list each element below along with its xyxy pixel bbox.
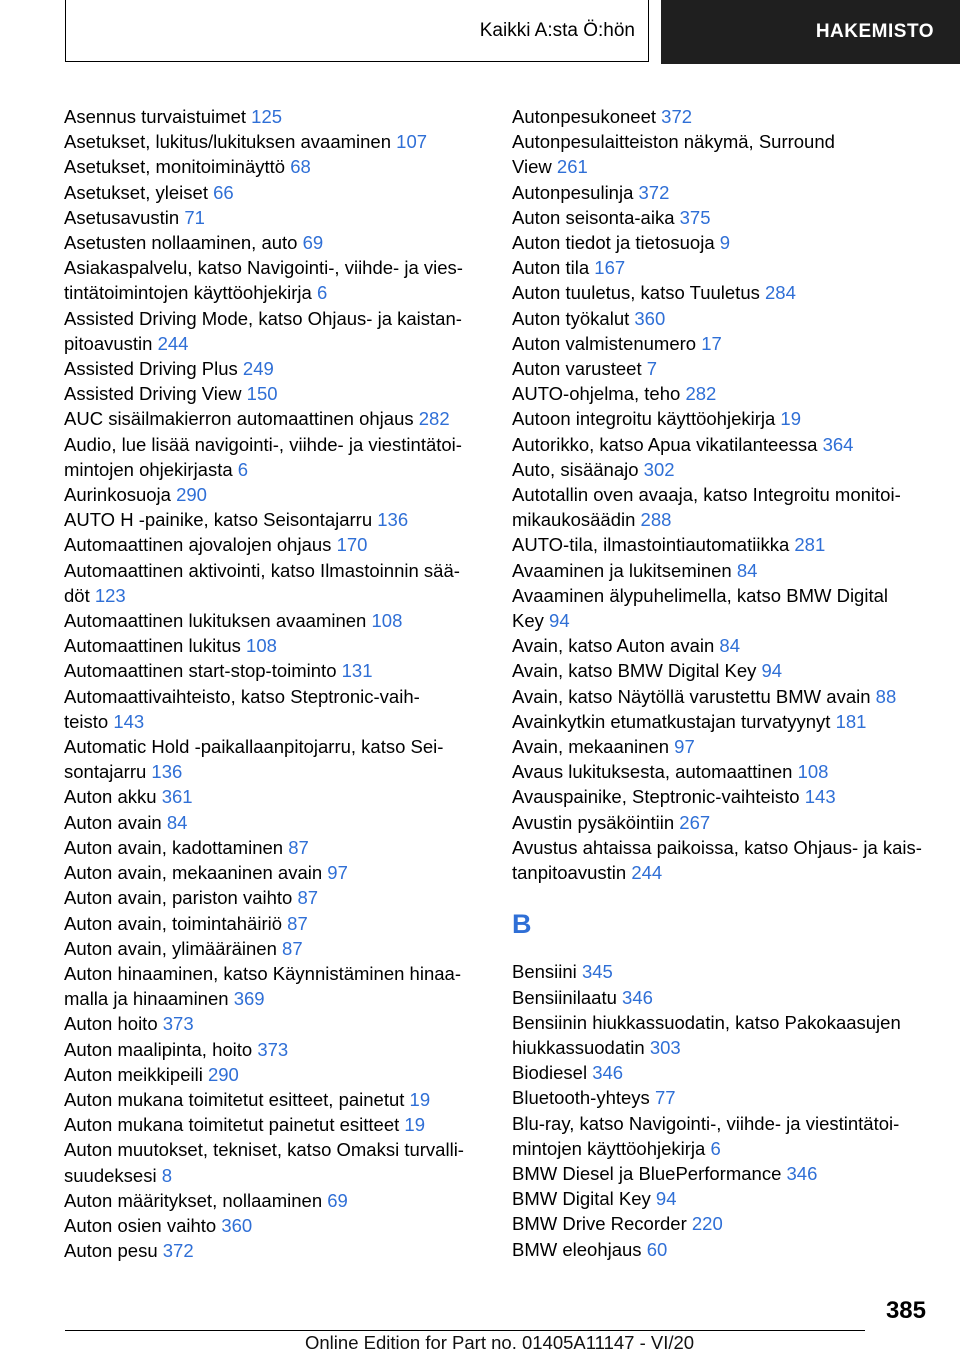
index-entry-text-continued: hiukkassuodatin — [512, 1036, 645, 1058]
index-group-a — [512, 104, 932, 885]
index-entry-text-continued: tintätoimintojen käyttöohjekirja — [64, 282, 312, 304]
index-column-right — [512, 104, 932, 1262]
index-entry-continuation — [512, 1136, 932, 1161]
index-entry-text: Auton avain, ylimääräinen — [64, 937, 277, 959]
index-entry — [64, 658, 484, 683]
index-entry-text: Auton maalipinta, hoito — [64, 1038, 253, 1060]
index-entry-text: Auton pesu — [64, 1240, 158, 1262]
page-reference-link[interactable]: 150 — [246, 383, 278, 405]
index-entry-text: Autorikko, katso Apua vikatilanteessa — [512, 433, 818, 455]
page-reference-link[interactable]: 7 — [646, 358, 658, 380]
index-entry-text: Automaattivaihteisto, katso Steptronic-vaih- — [64, 685, 420, 707]
page-reference-link[interactable]: 345 — [581, 961, 613, 983]
index-entry — [512, 331, 932, 356]
index-entry-text: Auton avain — [64, 811, 162, 833]
index-entry-text: AUTO H -painike, katso Seisontajarru — [64, 509, 373, 531]
index-entry-continuation — [64, 457, 484, 482]
page-reference-link[interactable]: 302 — [643, 458, 675, 480]
index-entry-text: Auton hinaaminen, katso Käynnistäminen hinaa- — [64, 962, 461, 984]
page-reference-link[interactable]: 290 — [176, 484, 207, 506]
page-reference-link[interactable]: 66 — [213, 181, 234, 203]
index-entry-text: Auton tila — [512, 257, 590, 279]
index-entry-text: Auton tiedot ja tietosuoja — [512, 232, 715, 254]
index-entry-text: Blu-ray, katso Navigointi-, viihde- ja viestintätoi- — [512, 1112, 900, 1134]
page-reference-link[interactable]: 282 — [418, 408, 450, 430]
index-entry — [512, 406, 932, 431]
index-entry — [512, 104, 932, 129]
page-reference-link[interactable]: 77 — [654, 1087, 676, 1109]
page-reference-link[interactable]: 94 — [549, 610, 570, 632]
section-letter-b: B — [512, 909, 532, 940]
index-entry-text: Autonpesukoneet — [512, 106, 657, 127]
index-entry — [64, 633, 484, 658]
index-entry — [512, 129, 932, 179]
index-entry-continuation — [64, 759, 484, 784]
index-entry — [512, 734, 932, 759]
index-entry — [512, 1010, 932, 1060]
index-entry — [64, 558, 484, 608]
index-entry-text: Auton valmistenumero — [512, 332, 697, 354]
page-reference-link[interactable]: 108 — [797, 761, 829, 783]
index-entry-text: Biodiesel — [512, 1062, 588, 1084]
page-reference-link[interactable]: 131 — [341, 660, 373, 682]
page-reference-link[interactable]: 373 — [257, 1038, 289, 1060]
page-reference-link[interactable]: 108 — [371, 610, 403, 632]
index-entry-text: Auton avain, toimintahäiriö — [64, 912, 283, 934]
index-entry-text-continued: Key — [512, 610, 544, 632]
index-entry — [64, 1011, 484, 1036]
page-reference-link[interactable]: 87 — [282, 937, 303, 959]
index-entry-text: Auton akku — [64, 786, 157, 808]
index-column-left — [64, 104, 484, 1263]
index-entry-text: Automaattinen aktivointi, katso Ilmastoinnin sää- — [64, 559, 460, 581]
index-entry-text: Auton osien vaihto — [64, 1214, 217, 1236]
index-entry-continuation — [64, 331, 484, 356]
index-entry — [512, 205, 932, 230]
index-entry — [64, 911, 484, 936]
index-entry — [64, 507, 484, 532]
index-entry — [64, 1112, 484, 1137]
page-reference-link[interactable]: 60 — [646, 1238, 668, 1260]
index-entry — [64, 205, 484, 230]
page-reference-link[interactable]: 88 — [875, 685, 897, 707]
index-entry-text: Asennus turvaistuimet — [64, 106, 247, 127]
page-reference-link[interactable]: 6 — [237, 458, 249, 480]
index-entry-text: Audio, lue lisää navigointi-, viihde- ja viestintätoi- — [64, 433, 462, 455]
index-entry-text-continued: malla ja hinaaminen — [64, 988, 229, 1010]
index-entry-text: Auton avain, pariston vaihto — [64, 887, 293, 909]
index-entry-text: Auton avain, kadottaminen — [64, 836, 284, 858]
index-entry — [64, 104, 484, 129]
index-entry-text: Autonpesulinja — [512, 181, 634, 203]
index-entry-text-continued: döt — [64, 584, 90, 606]
index-entry-continuation — [512, 608, 932, 633]
page-reference-link[interactable]: 94 — [655, 1188, 677, 1210]
index-entry-text: Avain, mekaaninen — [512, 736, 670, 758]
index-entry-text: Bensiinilaatu — [512, 986, 617, 1008]
page-reference-link[interactable]: 170 — [336, 534, 368, 556]
page-header — [65, 0, 960, 64]
index-entry-text: Avaus lukituksesta, automaattinen — [512, 761, 793, 783]
page-reference-link[interactable]: 123 — [94, 584, 126, 606]
page-reference-link[interactable]: 9 — [719, 232, 731, 254]
page-reference-link[interactable]: 282 — [685, 383, 717, 405]
page-reference-link[interactable]: 364 — [822, 433, 854, 455]
index-entry — [64, 936, 484, 961]
index-entry — [512, 230, 932, 255]
page-reference-link[interactable]: 87 — [297, 887, 319, 909]
page-reference-link[interactable]: 290 — [207, 1063, 239, 1085]
page-reference-link[interactable]: 346 — [592, 1062, 624, 1084]
index-entry — [64, 1087, 484, 1112]
index-entry-text-continued: mintojen käyttöohjekirja — [512, 1137, 706, 1159]
index-entry-text: Bensiini — [512, 961, 577, 983]
index-entry-text: Automaattinen start-stop-toiminto — [64, 660, 337, 682]
index-entry — [64, 180, 484, 205]
index-entry-text: BMW eleohjaus — [512, 1238, 642, 1260]
index-entry — [64, 684, 484, 734]
page-reference-link[interactable]: 244 — [157, 332, 189, 354]
index-entry-continuation — [64, 583, 484, 608]
index-entry-text: Auton varusteet — [512, 358, 642, 380]
page-reference-link[interactable]: 244 — [631, 862, 663, 884]
index-entry — [64, 1137, 484, 1187]
index-entry — [512, 959, 932, 984]
index-entry-text: Auton meikkipeili — [64, 1063, 203, 1085]
index-entry-text: Asetusten nollaaminen, auto — [64, 232, 298, 254]
page-reference-link[interactable]: 94 — [761, 660, 783, 682]
page-reference-link[interactable]: 372 — [162, 1240, 194, 1262]
page-reference-link[interactable]: 249 — [242, 358, 274, 380]
index-entry — [512, 280, 932, 305]
page-reference-link[interactable]: 136 — [151, 761, 183, 783]
page-reference-link[interactable]: 143 — [113, 710, 145, 732]
index-entry — [512, 432, 932, 457]
index-entry-text: Asetusavustin — [64, 206, 180, 228]
index-entry — [64, 255, 484, 305]
footer-divider — [65, 1330, 865, 1331]
page-reference-link[interactable]: 136 — [377, 509, 409, 531]
index-entry-text: Auton työkalut — [512, 307, 630, 329]
index-entry-text: Asetukset, monitoiminäyttö — [64, 156, 286, 178]
index-entry — [64, 1037, 484, 1062]
index-entry — [512, 482, 932, 532]
index-entry — [64, 1062, 484, 1087]
page-reference-link[interactable]: 281 — [794, 534, 826, 556]
index-entry-continuation — [64, 280, 484, 305]
index-entry-text: Avaaminen ja lukitseminen — [512, 559, 732, 581]
index-entry — [512, 835, 932, 885]
page-reference-link[interactable]: 288 — [640, 509, 672, 531]
page-reference-link[interactable]: 373 — [162, 1013, 194, 1035]
index-entry-text-continued: tanpitoavustin — [512, 862, 627, 884]
page-reference-link[interactable]: 84 — [736, 559, 758, 581]
index-entry-text: Asetukset, lukitus/lukituksen avaaminen — [64, 131, 392, 153]
index-entry-text-continued: suudeksesi — [64, 1164, 157, 1186]
index-entry-text: Avustin pysäköintiin — [512, 811, 675, 833]
index-entry-text: Auton avain, mekaaninen avain — [64, 862, 323, 884]
index-entry-text: Autotallin oven avaaja, katso Integroitu monitoi- — [512, 484, 901, 506]
index-entry — [64, 1213, 484, 1238]
index-entry-text: Automaattinen lukituksen avaaminen — [64, 610, 367, 632]
index-entry — [512, 1085, 932, 1110]
index-entry-continuation — [512, 507, 932, 532]
page-reference-link[interactable]: 6 — [316, 282, 328, 304]
index-group-b — [512, 959, 932, 1261]
index-entry — [64, 356, 484, 381]
index-entry-text: Avain, katso BMW Digital Key — [512, 660, 757, 682]
page-reference-link[interactable]: 8 — [161, 1164, 172, 1186]
page-reference-link[interactable]: 346 — [786, 1162, 818, 1184]
index-entry — [512, 583, 932, 633]
index-entry — [512, 985, 932, 1010]
page-reference-link[interactable]: 69 — [327, 1189, 348, 1211]
index-entry-text: Auton mukana toimitetut painetut esitteet — [64, 1114, 400, 1136]
index-entry-text-continued: sontajarru — [64, 761, 147, 783]
index-entry — [512, 255, 932, 280]
index-entry-text: Auto, sisäänajo — [512, 458, 639, 480]
index-entry-text: Avauspainike, Steptronic-vaihteisto — [512, 786, 800, 808]
index-entry-text: Auton määritykset, nollaaminen — [64, 1189, 323, 1211]
index-entry — [512, 180, 932, 205]
index-entry-text: Auton hoito — [64, 1013, 158, 1035]
index-entry — [512, 810, 932, 835]
index-entry — [64, 154, 484, 179]
page-reference-link[interactable]: 107 — [396, 131, 428, 153]
index-entry — [512, 684, 932, 709]
index-entry — [512, 759, 932, 784]
index-entry — [64, 432, 484, 482]
index-entry-text: Bluetooth-yhteys — [512, 1087, 650, 1109]
index-entry — [512, 709, 932, 734]
index-entry-text: Asiakaspalvelu, katso Navigointi-, viihde- ja vies- — [64, 257, 463, 279]
index-entry-text: Auton mukana toimitetut esitteet, painetut — [64, 1088, 405, 1110]
index-entry — [64, 885, 484, 910]
page-reference-link[interactable]: 19 — [780, 408, 801, 430]
index-entry — [512, 784, 932, 809]
index-entry-continuation — [64, 986, 484, 1011]
index-entry — [64, 835, 484, 860]
footer-edition-text: Online Edition for Part no. 01405A11147 - VI/20 — [305, 1332, 695, 1353]
index-entry-text: Automatic Hold -paikallaanpitojarru, katso Sei- — [64, 736, 444, 758]
index-entry-text-continued: mikaukosäädin — [512, 509, 636, 531]
index-entry — [512, 1060, 932, 1085]
page-reference-link[interactable]: 369 — [233, 988, 265, 1010]
index-entry-text: Avaaminen älypuhelimella, katso BMW Digital — [512, 584, 888, 606]
page-reference-link[interactable]: 372 — [661, 106, 693, 127]
page-reference-link[interactable]: 261 — [556, 156, 588, 178]
index-entry-text: Avustus ahtaissa paikoissa, katso Ohjaus- ja kais- — [512, 836, 922, 858]
index-entry-text: Assisted Driving Plus — [64, 358, 238, 380]
page-reference-link[interactable]: 220 — [691, 1213, 723, 1235]
section-label: Kaikki A:sta Ö:hön — [479, 19, 635, 41]
index-entry — [512, 1111, 932, 1161]
index-entry — [64, 306, 484, 356]
index-entry — [512, 1186, 932, 1211]
page-reference-link[interactable]: 346 — [622, 986, 653, 1008]
index-entry — [64, 532, 484, 557]
index-entry-text: BMW Drive Recorder — [512, 1213, 687, 1235]
index-entry-continuation — [512, 860, 932, 885]
page-reference-link[interactable]: 143 — [804, 786, 836, 808]
index-entry — [64, 482, 484, 507]
index-entry-text-continued: teisto — [64, 710, 109, 732]
index-entry-text: Avainkytkin etumatkustajan turvatyynyt — [512, 710, 831, 732]
index-entry-text: Auton muutokset, tekniset, katso Omaksi turvalli- — [64, 1139, 464, 1161]
index-entry — [64, 961, 484, 1011]
page-reference-link[interactable]: 84 — [719, 635, 740, 657]
page-reference-link[interactable]: 97 — [327, 862, 348, 884]
index-entry-text: Autonpesulaitteiston näkymä, Surround — [512, 131, 835, 153]
page-reference-link[interactable]: 108 — [246, 635, 277, 657]
index-entry — [64, 1238, 484, 1263]
index-entry-text-continued: mintojen ohjekirjasta — [64, 458, 233, 480]
index-entry-text: Auton seisonta-aika — [512, 206, 675, 228]
page-reference-link[interactable]: 267 — [679, 811, 711, 833]
index-entry — [64, 860, 484, 885]
index-entry — [64, 381, 484, 406]
index-entry-continuation — [512, 154, 932, 179]
page-reference-link[interactable]: 361 — [161, 786, 193, 808]
index-entry-text: AUTO-tila, ilmastointiautomatiikka — [512, 534, 790, 556]
index-entry — [64, 1188, 484, 1213]
index-entry-text: BMW Digital Key — [512, 1188, 651, 1210]
page-reference-link[interactable]: 6 — [710, 1137, 721, 1159]
page-reference-link[interactable]: 372 — [638, 181, 670, 203]
page-reference-link[interactable]: 181 — [835, 710, 867, 732]
page-reference-link[interactable]: 69 — [302, 232, 324, 254]
index-tab[interactable] — [661, 0, 960, 64]
index-tab-label: HAKEMISTO — [815, 21, 934, 42]
page-reference-link[interactable]: 87 — [287, 912, 308, 934]
index-entry-continuation — [64, 709, 484, 734]
page-reference-link[interactable]: 360 — [634, 307, 666, 329]
page-reference-link[interactable]: 125 — [251, 106, 283, 127]
index-entry-text: Automaattinen lukitus — [64, 635, 241, 657]
index-entry — [512, 356, 932, 381]
page-reference-link[interactable]: 167 — [594, 257, 626, 279]
page-reference-link[interactable]: 360 — [221, 1214, 253, 1236]
index-entry — [64, 734, 484, 784]
index-entry-continuation — [512, 1035, 932, 1060]
index-entry-continuation — [64, 1163, 484, 1188]
section-header — [65, 0, 649, 62]
index-entry — [512, 381, 932, 406]
index-entry — [512, 532, 932, 557]
page-number: 385 — [885, 1297, 926, 1324]
index-entry-text: Bensiinin hiukkassuodatin, katso Pakokaasujen — [512, 1011, 901, 1033]
index-entry-text: Avain, katso Auton avain — [512, 635, 715, 657]
index-entry — [512, 457, 932, 482]
index-entry-text: AUTO-ohjelma, teho — [512, 383, 681, 405]
index-entry — [512, 658, 932, 683]
index-entry-text: AUC sisäilmakierron automaattinen ohjaus — [64, 408, 414, 430]
index-entry — [512, 306, 932, 331]
index-entry — [64, 129, 484, 154]
index-entry-text: Autoon integroitu käyttöohjekirja — [512, 408, 776, 430]
index-entry-text: Automaattinen ajovalojen ohjaus — [64, 534, 332, 556]
index-entry-text: BMW Diesel ja BluePerformance — [512, 1162, 782, 1184]
index-entry-text-continued: pitoavustin — [64, 332, 153, 354]
page-reference-link[interactable]: 19 — [404, 1114, 425, 1136]
page-reference-link[interactable]: 17 — [701, 332, 722, 354]
index-entry — [512, 1237, 932, 1262]
index-entry-text: Assisted Driving Mode, katso Ohjaus- ja kaistan- — [64, 307, 462, 329]
index-entry-text: Assisted Driving View — [64, 383, 242, 405]
index-entry — [512, 1161, 932, 1186]
index-entry — [64, 810, 484, 835]
page-reference-link[interactable]: 97 — [674, 736, 695, 758]
index-entry — [64, 784, 484, 809]
page-reference-link[interactable]: 375 — [679, 206, 711, 228]
page-reference-link[interactable]: 68 — [290, 156, 311, 178]
index-entry-text: Avain, katso Näytöllä varustettu BMW avain — [512, 685, 871, 707]
page-reference-link[interactable]: 71 — [184, 206, 205, 228]
page-reference-link[interactable]: 84 — [166, 811, 188, 833]
index-entry-text: Auton tuuletus, katso Tuuletus — [512, 282, 760, 304]
index-entry-text: Aurinkosuoja — [64, 484, 171, 506]
index-entry-text-continued: View — [512, 156, 552, 178]
page-reference-link[interactable]: 303 — [649, 1036, 681, 1058]
index-entry — [512, 633, 932, 658]
page-reference-link[interactable]: 284 — [765, 282, 796, 304]
index-entry — [512, 1211, 932, 1236]
index-entry — [512, 558, 932, 583]
index-entry — [64, 406, 484, 431]
page-reference-link[interactable]: 87 — [288, 836, 309, 858]
page-reference-link[interactable]: 19 — [409, 1088, 431, 1110]
index-entry — [64, 230, 484, 255]
index-entry — [64, 608, 484, 633]
index-entry-text: Asetukset, yleiset — [64, 181, 208, 203]
